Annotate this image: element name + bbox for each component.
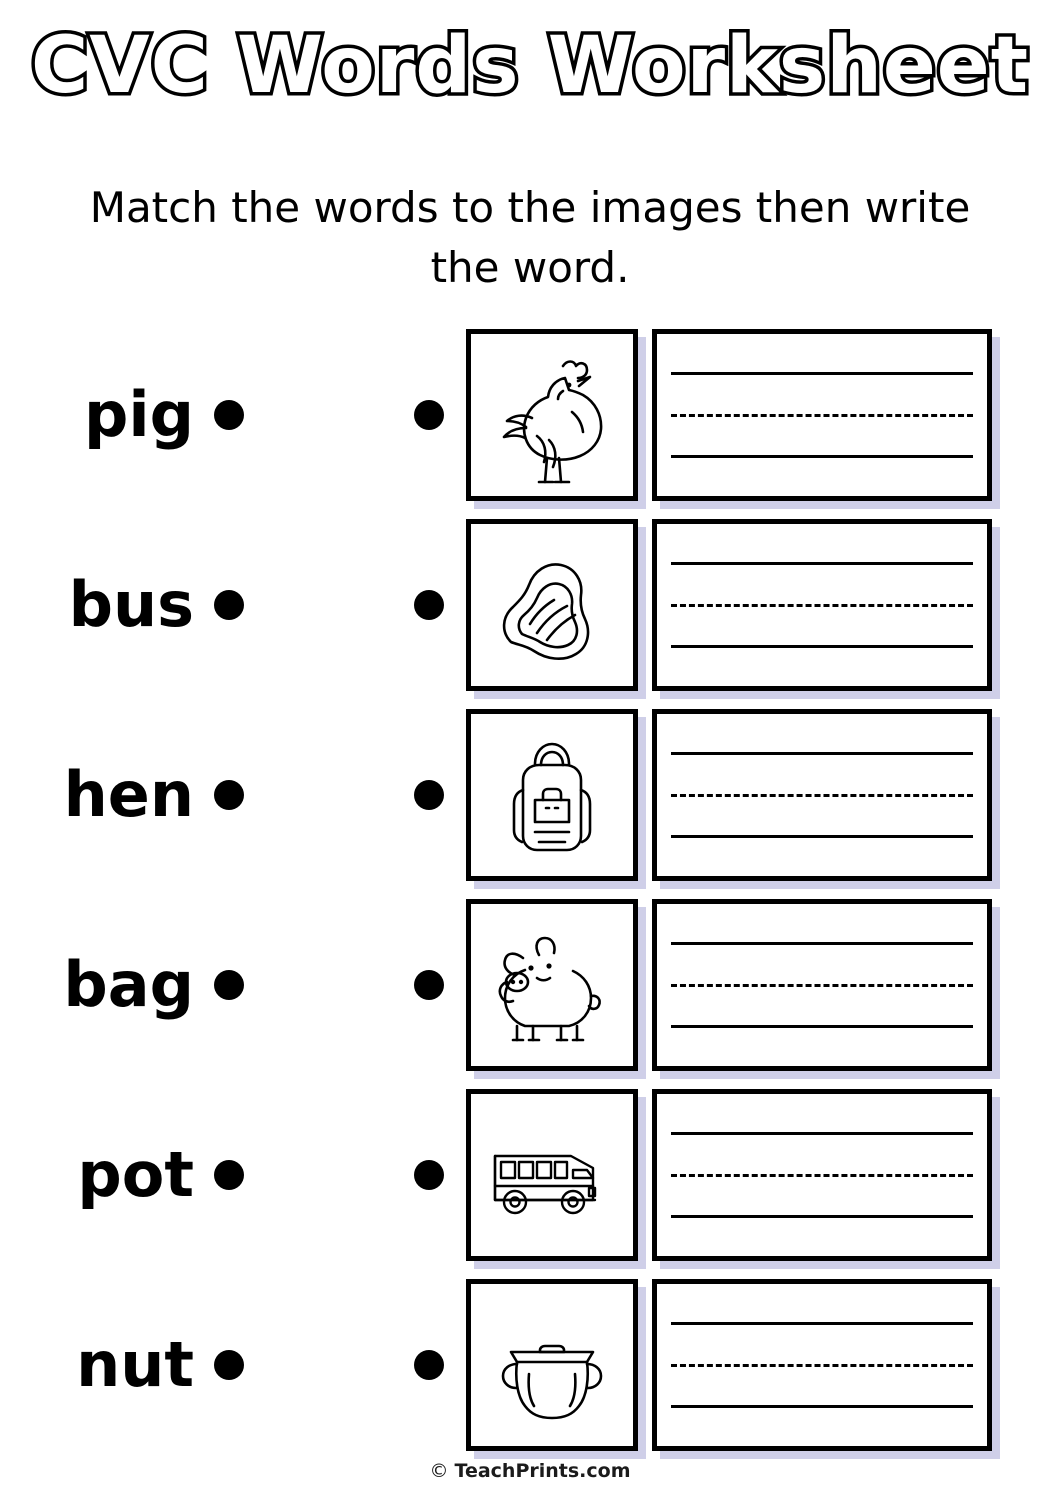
writing-line-bottom [671,455,973,458]
writing-line-dashed [671,414,973,417]
writing-box[interactable] [652,519,992,691]
writing-box[interactable] [652,1089,992,1261]
worksheet-row [0,510,1060,700]
writing-line-bottom [671,1025,973,1028]
worksheet-row [0,890,1060,1080]
worksheet-row [0,700,1060,890]
worksheet-row [0,1270,1060,1460]
image-box [466,709,638,881]
match-dot-image[interactable] [414,1160,444,1190]
worksheet-row [0,1080,1060,1270]
writing-box[interactable] [652,709,992,881]
match-dot-image[interactable] [414,400,444,430]
image-box [466,519,638,691]
page-title-text: CVC Words Worksheet [31,21,1029,111]
worksheet-rows [0,320,1060,1460]
writing-line-top [671,562,973,565]
writing-line-top [671,942,973,945]
word-label: bus [68,568,194,641]
writing-line-bottom [671,645,973,648]
match-dot-image[interactable] [414,780,444,810]
writing-box[interactable] [652,329,992,501]
match-dot-image[interactable] [414,590,444,620]
word-cell [0,568,200,641]
word-cell [0,1138,200,1211]
writing-line-top [671,372,973,375]
match-dot-image[interactable] [414,1350,444,1380]
word-cell [0,1328,200,1401]
footer-brand: TeachPrints.com [454,1460,631,1482]
image-box [466,899,638,1071]
match-dot-image[interactable] [414,970,444,1000]
match-dot-word[interactable] [214,590,244,620]
hen-icon [477,340,627,490]
image-box [466,1279,638,1451]
instructions-text: Match the words to the images then write the word. [89,183,971,292]
footer-credit [0,1460,1060,1482]
page-title [0,21,1060,111]
writing-line-bottom [671,835,973,838]
image-box [466,1089,638,1261]
word-cell [0,378,200,451]
writing-line-top [671,1132,973,1135]
footer-copyright: © [429,1460,455,1482]
match-dot-word[interactable] [214,1160,244,1190]
match-dot-word[interactable] [214,400,244,430]
match-dot-word[interactable] [214,780,244,810]
word-label: hen [63,758,194,831]
bus-icon [477,1100,627,1250]
writing-line-dashed [671,1174,973,1177]
word-cell [0,948,200,1021]
writing-line-dashed [671,604,973,607]
nut-icon [477,530,627,680]
writing-box[interactable] [652,1279,992,1451]
word-label: pot [77,1138,194,1211]
word-label: bag [63,948,194,1021]
bag-icon [477,720,627,870]
writing-line-bottom [671,1215,973,1218]
match-dot-word[interactable] [214,1350,244,1380]
pig-icon [477,910,627,1060]
writing-line-top [671,1322,973,1325]
writing-line-top [671,752,973,755]
word-label: nut [76,1328,194,1401]
match-dot-word[interactable] [214,970,244,1000]
writing-line-bottom [671,1405,973,1408]
writing-line-dashed [671,1364,973,1367]
worksheet-row [0,320,1060,510]
writing-line-dashed [671,794,973,797]
image-box [466,329,638,501]
word-label: pig [83,378,194,451]
writing-line-dashed [671,984,973,987]
pot-icon [477,1290,627,1440]
word-cell [0,758,200,831]
writing-box[interactable] [652,899,992,1071]
